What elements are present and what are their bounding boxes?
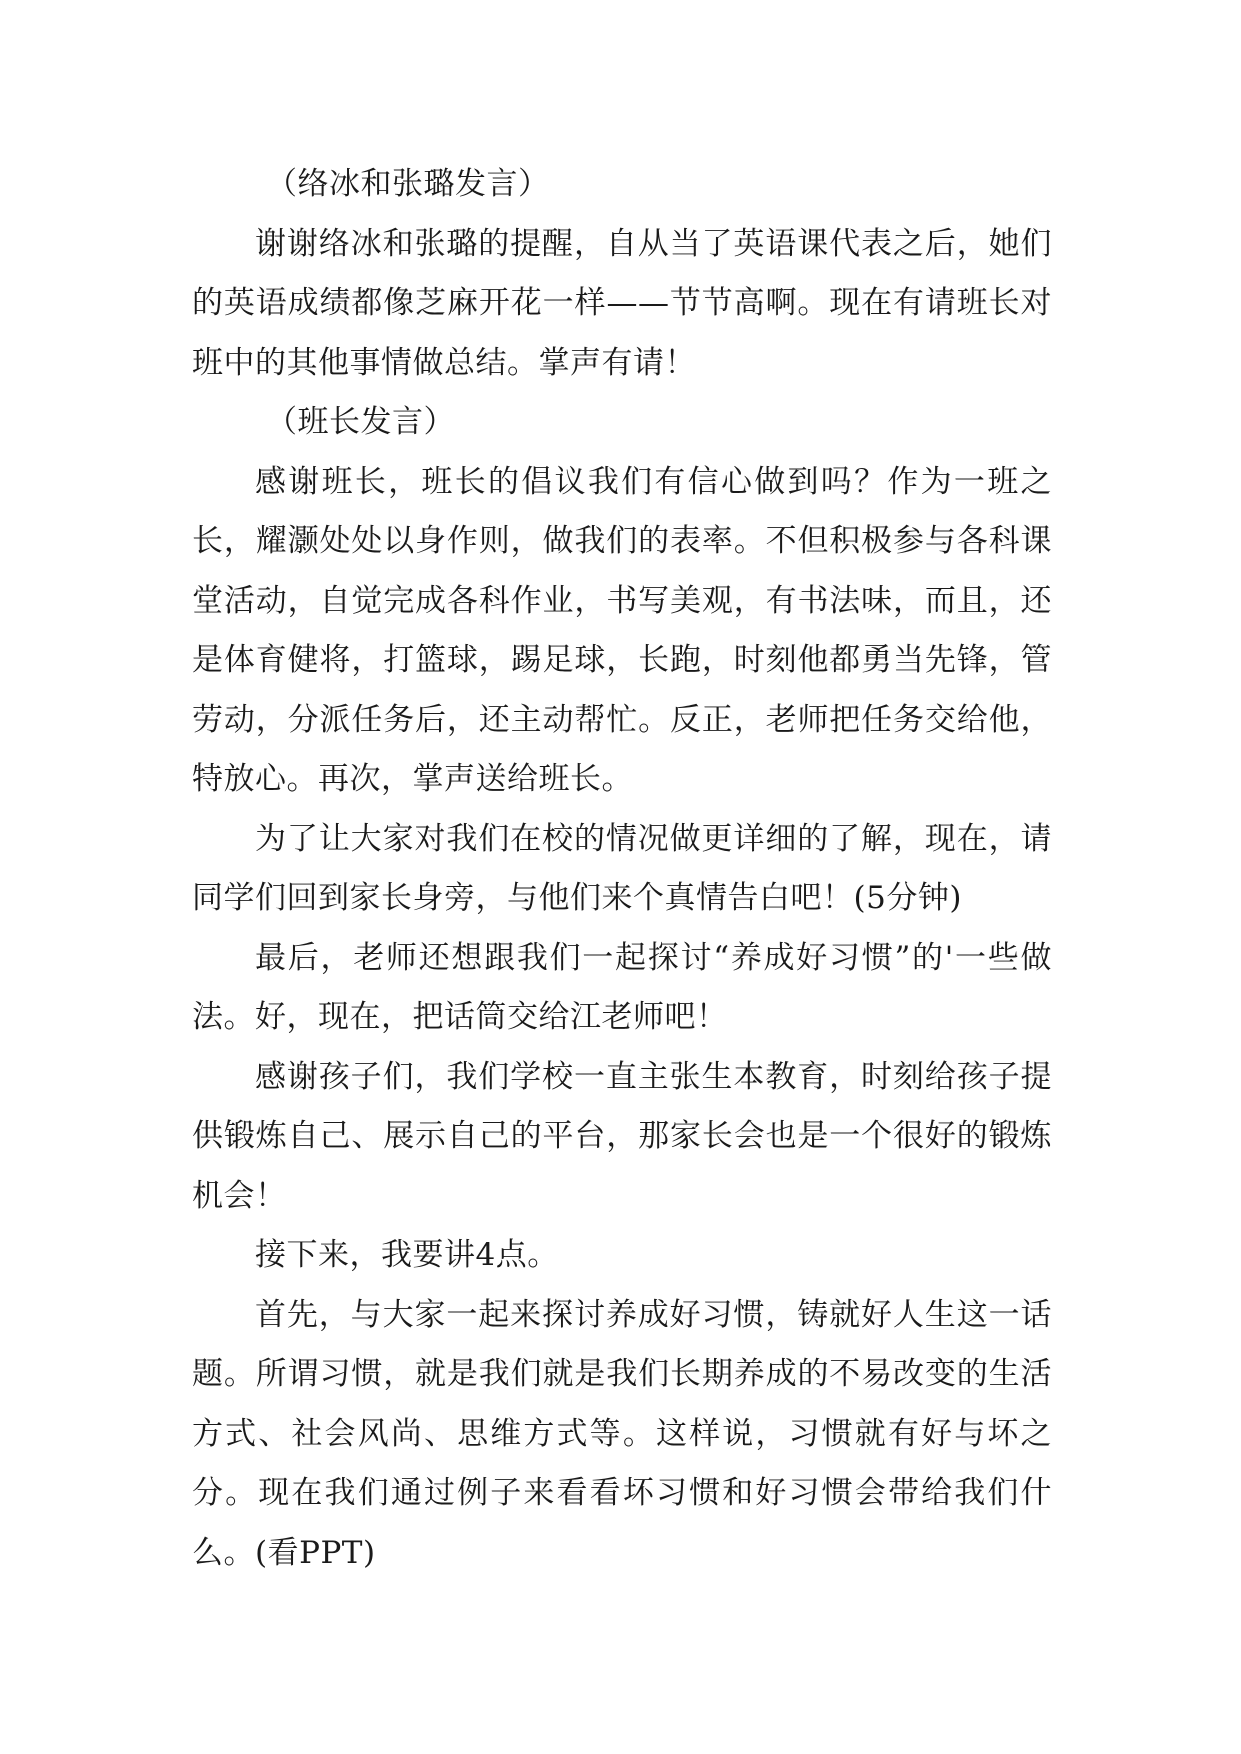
- document-body: [192, 155, 1052, 1583]
- paragraph-student-parent-talk: 为了让大家对我们在校的情况做更详细的了解，现在，请同学们回到家长身旁，与他们来个真情告白吧！(5分钟): [192, 820, 1052, 916]
- paragraph-first-point: 首先，与大家一起来探讨养成好习惯，铸就好人生这一话题。所谓习惯，就是我们就是我们长期养成的不易改变的生活方式、社会风尚、思维方式等。这样说，习惯就有好与坏之分。现在我们通过例子来看看坏习惯和好习惯会带给我们什么。(看PPT): [192, 1296, 1052, 1571]
- stage-direction-monitor: （班长发言）: [266, 404, 455, 440]
- stage-direction-luobing-zhanglu: （络冰和张璐发言）: [266, 166, 550, 202]
- paragraph-thanks-children: 感谢孩子们，我们学校一直主张生本教育，时刻给孩子提供锻炼自己、展示自己的平台，那家长会也是一个很好的锻炼机会！: [192, 1058, 1052, 1214]
- paragraph-good-habits-intro: 最后，老师还想跟我们一起探讨“养成好习惯”的'一些做法。好，现在，把话筒交给江老师吧！: [192, 939, 1052, 1035]
- paragraph-thanks-english-reps: 谢谢络冰和张璐的提醒，自从当了英语课代表之后，她们的英语成绩都像芝麻开花一样——节节高啊。现在有请班长对班中的其他事情做总结。掌声有请！: [192, 225, 1052, 381]
- paragraph-thanks-monitor: 感谢班长，班长的倡议我们有信心做到吗？作为一班之长，耀灏处处以身作则，做我们的表率。不但积极参与各科课堂活动，自觉完成各科作业，书写美观，有书法味，而且，还是体育健将，打篮球，踢足球，长跑，时刻他都勇当先锋，管劳动，分派任务后，还主动帮忙。反正，老师把任务交给他，特放心。再次，掌声送给班长。: [192, 463, 1052, 797]
- paragraph-four-points: 接下来，我要讲4点。: [255, 1237, 559, 1273]
